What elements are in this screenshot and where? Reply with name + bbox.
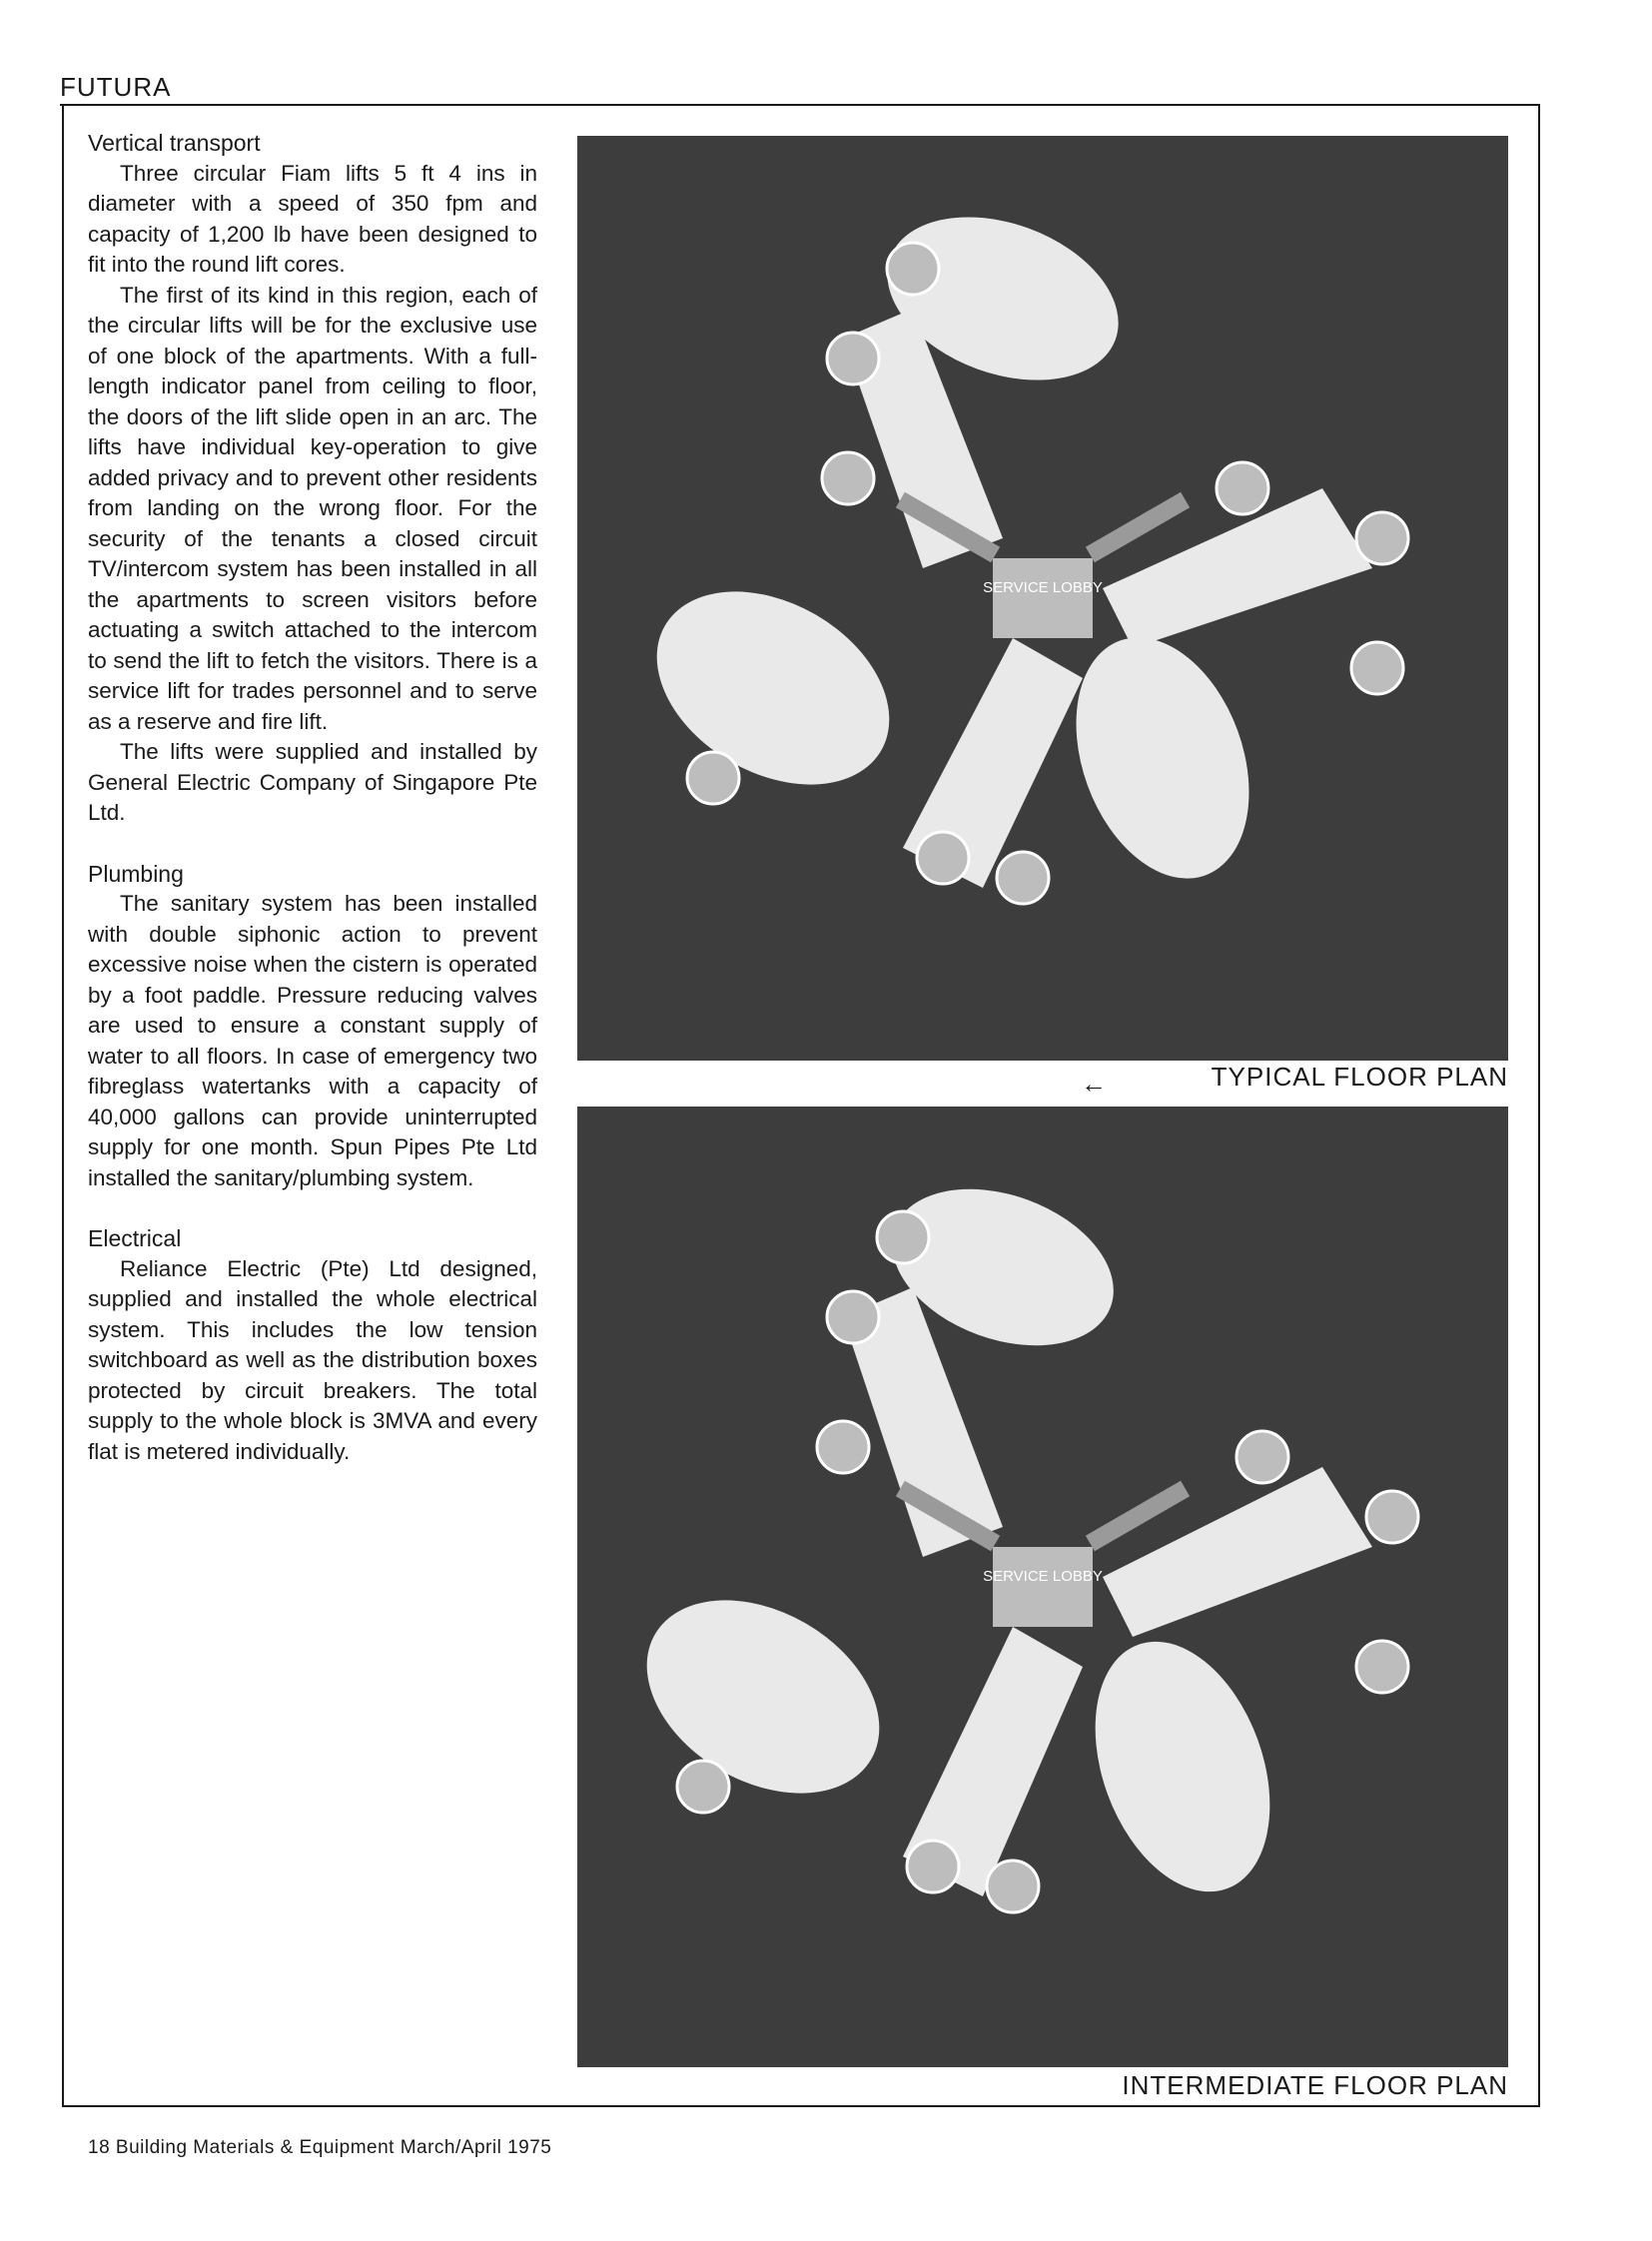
intermediate-floor-plan-drawing: [577, 1107, 1508, 2067]
section-plumbing: [88, 859, 537, 1194]
article-text-column: [88, 128, 537, 1497]
section-heading: Electrical: [88, 1225, 182, 1251]
section-heading: Vertical transport: [88, 130, 261, 156]
typical-floor-plan-drawing: [577, 136, 1508, 1061]
typical-floor-plan-photo: [577, 136, 1508, 1061]
section-vertical-transport: [88, 128, 537, 829]
typical-floor-plan-caption: TYPICAL FLOOR PLAN: [1211, 1062, 1508, 1092]
paragraph: The sanitary system has been installed with double siphonic action to prevent excessive noise when the cistern is operated by a foot paddle. Pressure reducing valves are used to ensure a constant supply of water to all floors. In case of emergency two fibreglass watertanks with a capacity of 40,000 gallons can provide uninterrupted supply for one month. Spun Pipes Pte Ltd installed the sanitary/plumbing system.: [88, 891, 537, 1190]
paragraph: The lifts were supplied and installed by General Electric Company of Singapore Pte Ltd.: [88, 739, 537, 825]
service-lobby-label: SERVICE LOBBY: [983, 579, 1103, 596]
service-lobby-label: SERVICE LOBBY: [983, 1568, 1103, 1585]
paragraph: The first of its kind in this region, each of the circular lifts will be for the exclusive use of one block of the apartments. With a full-length indicator panel from ceiling to floor, the doors of the lift slide open in an arc. The lifts have individual key-operation to give added privacy and to prevent other residents from landing on the wrong floor. For the security of the tenants a closed circuit TV/intercom system has been installed in all the apartments to screen visitors before actuating a switch attached to the intercom to send the lift to fetch the visitors. There is a service lift for trades personnel and to serve as a reserve and fire lift.: [88, 282, 537, 734]
intermediate-floor-plan-caption: INTERMEDIATE FLOOR PLAN: [1122, 2070, 1508, 2100]
page-footer: 18 Building Materials & Equipment March/April 1975: [88, 2137, 552, 2158]
running-head: FUTURA: [60, 72, 172, 102]
section-electrical: [88, 1223, 537, 1467]
intermediate-floor-plan-photo: [577, 1107, 1508, 2067]
paragraph: Three circular Fiam lifts 5 ft 4 ins in diameter with a speed of 350 fpm and capacity of 1,200 lb have been designed to fit into the round lift cores.: [88, 160, 537, 277]
section-heading: Plumbing: [88, 860, 184, 887]
north-arrow-icon: ←: [1081, 1069, 1107, 1099]
paragraph: Reliance Electric (Pte) Ltd designed, supplied and installed the whole electrical system. This includes the low tension switchboard as well as the distribution boxes protected by circuit breakers. The total supply to the whole block is 3MVA and every flat is metered individually.: [88, 1255, 537, 1464]
